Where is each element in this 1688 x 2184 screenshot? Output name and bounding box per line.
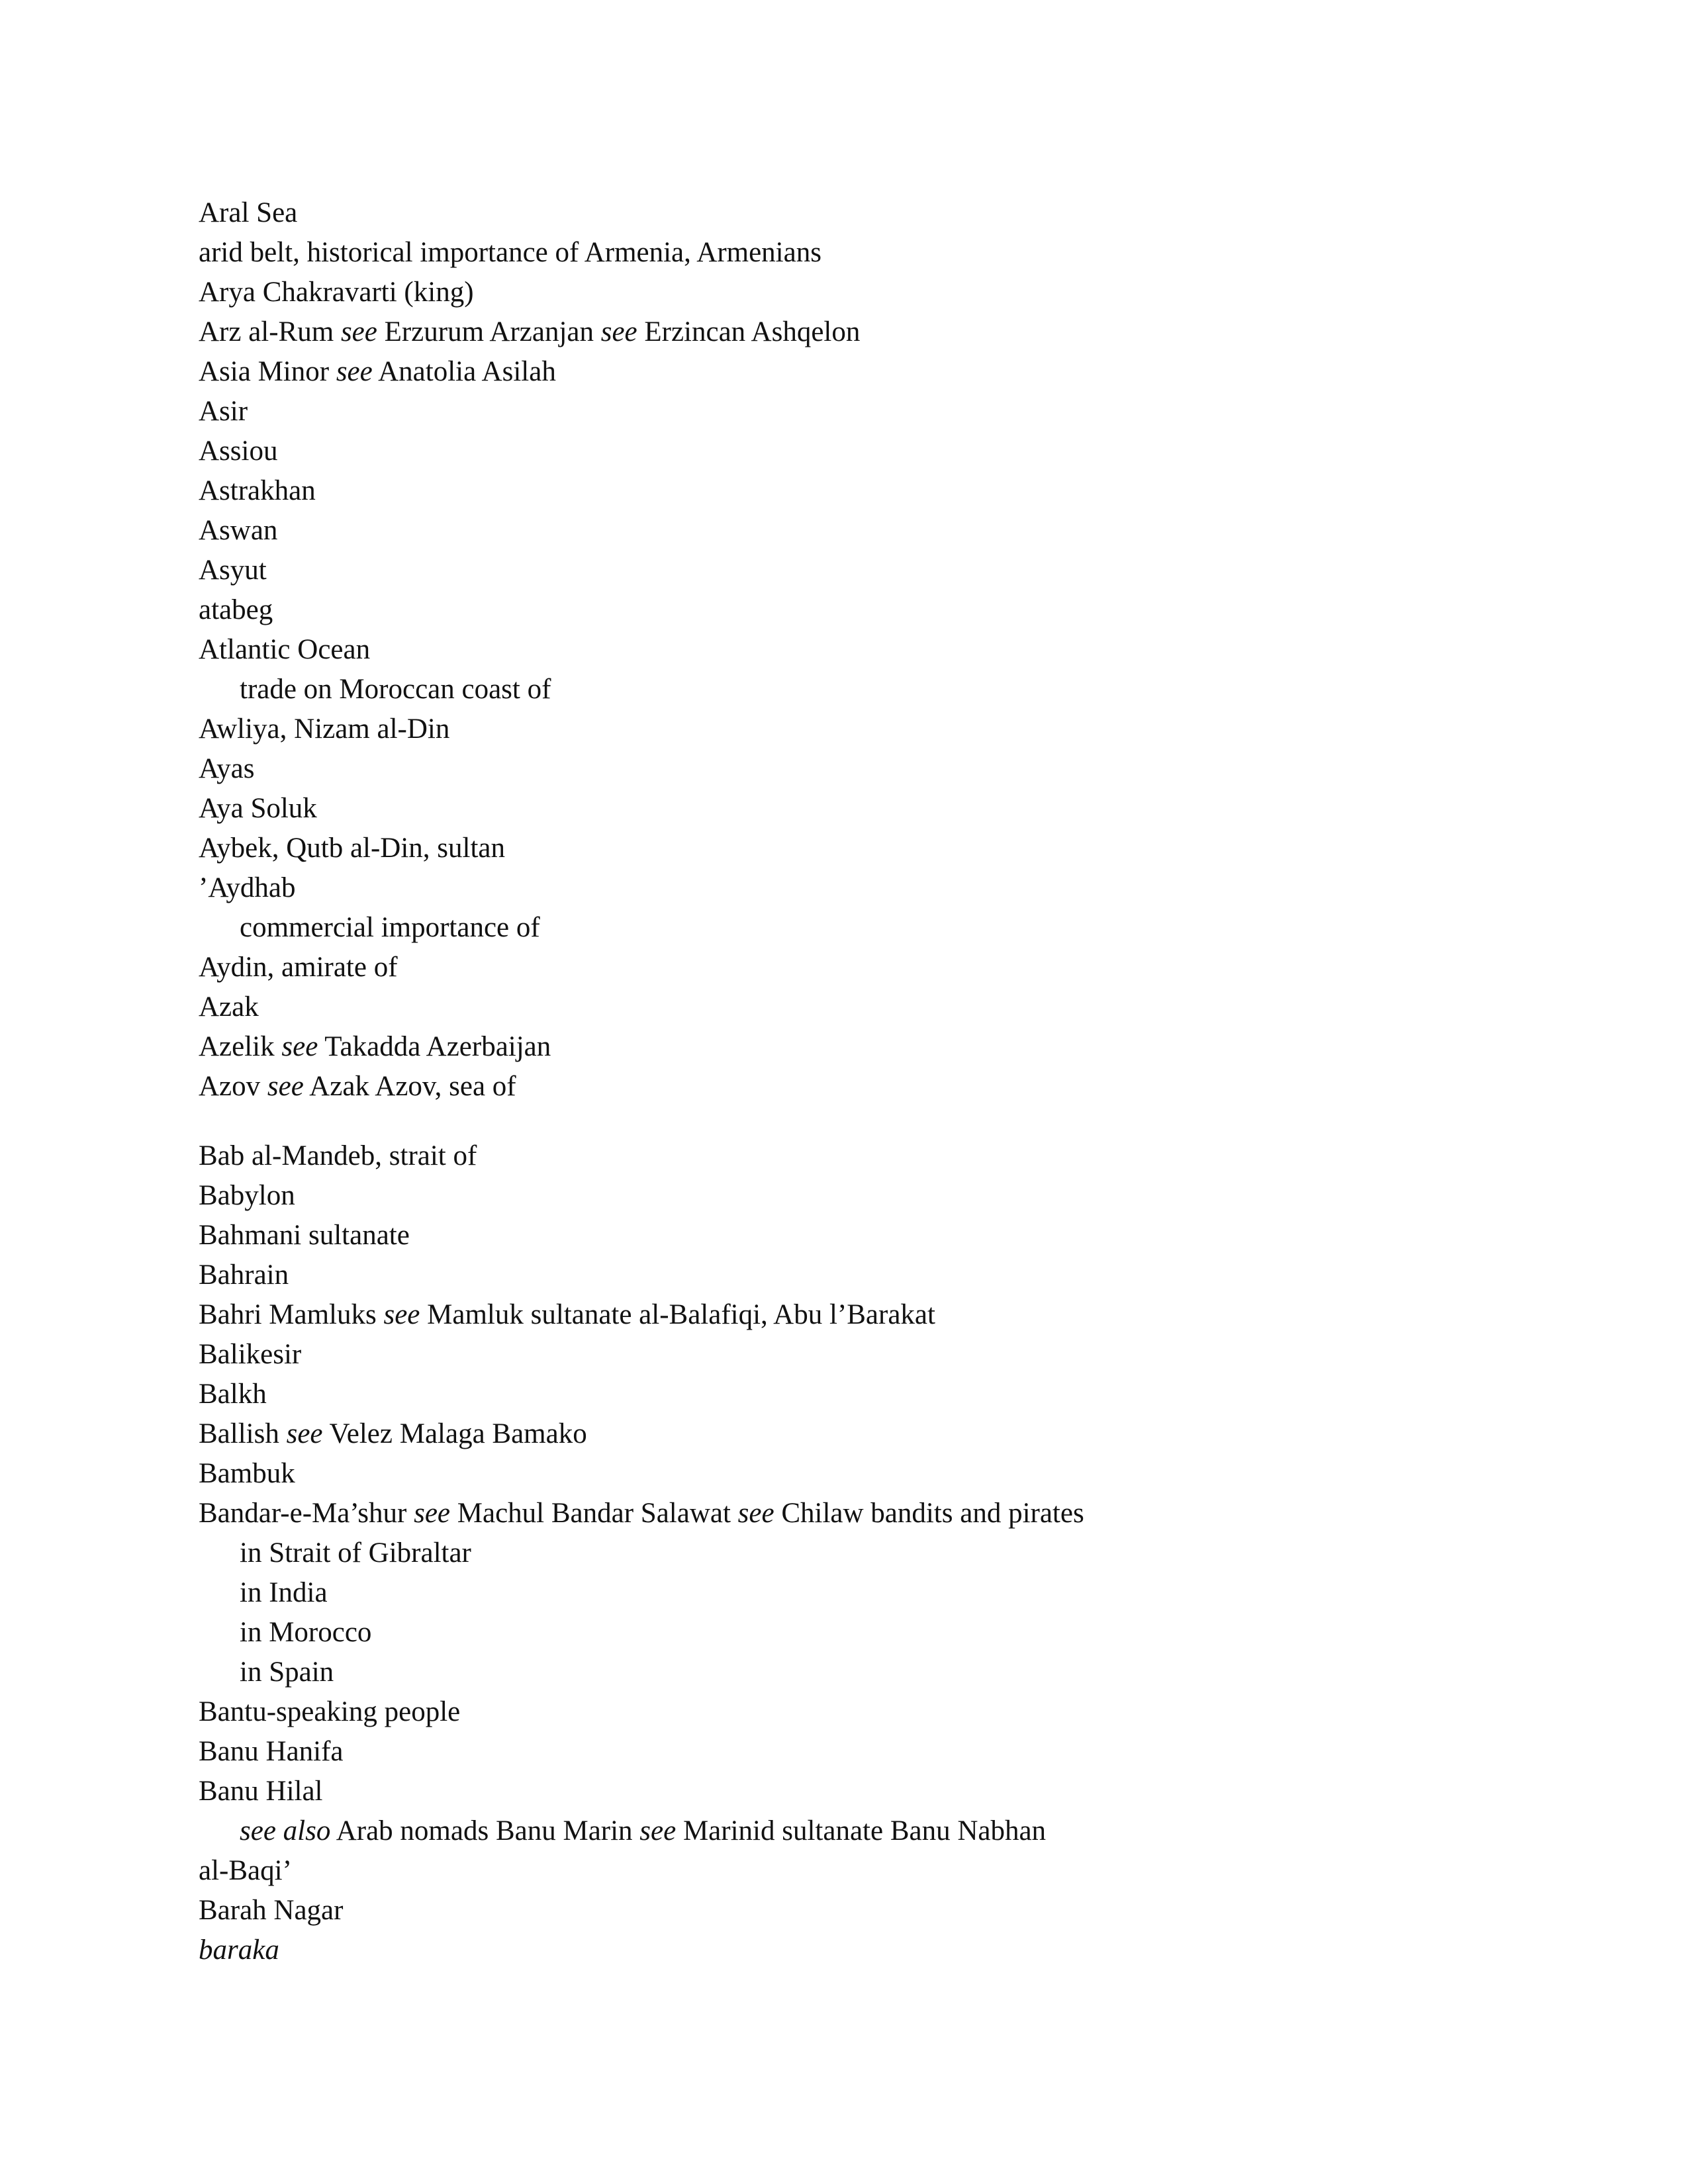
index-subentry bbox=[199, 1573, 1589, 1613]
index-entry bbox=[199, 1067, 1589, 1107]
index-subentry bbox=[199, 670, 1589, 709]
index-subentry bbox=[199, 1811, 1589, 1851]
entry-text: atabeg bbox=[199, 594, 273, 625]
entry-text: Bab al-Mandeb, strait of bbox=[199, 1140, 477, 1171]
entry-text: Aral Sea bbox=[199, 197, 298, 228]
entry-text: Erzurum Arzanjan bbox=[377, 316, 601, 347]
cross-reference-marker: see bbox=[336, 356, 373, 387]
entry-text: Assiou bbox=[199, 435, 278, 467]
index-entry bbox=[199, 709, 1589, 749]
index-entry bbox=[199, 1732, 1589, 1772]
entry-text: Asyut bbox=[199, 555, 267, 586]
entry-text: Aya Soluk bbox=[199, 793, 317, 824]
entry-text: Arz al-Rum bbox=[199, 316, 341, 347]
entry-text: Babylon bbox=[199, 1180, 295, 1211]
entry-text: Bahri Mamluks bbox=[199, 1299, 384, 1330]
index-entry bbox=[199, 432, 1589, 471]
index-entry bbox=[199, 233, 1589, 273]
entry-text: Azak Azov, sea of bbox=[303, 1071, 516, 1102]
cross-reference-marker: see bbox=[639, 1815, 677, 1846]
index-entry bbox=[199, 1255, 1589, 1295]
entry-text: Bandar-e-Ma’shur bbox=[199, 1498, 414, 1529]
entry-text: trade on Moroccan coast of bbox=[240, 674, 551, 705]
entry-text: ’Aydhab bbox=[199, 872, 296, 903]
index-entry bbox=[199, 590, 1589, 630]
entry-text: Ballish bbox=[199, 1418, 287, 1449]
entry-text: Balikesir bbox=[199, 1339, 302, 1370]
entry-text: Asir bbox=[199, 396, 248, 427]
index-entry bbox=[199, 1931, 1589, 1970]
index-entry bbox=[199, 1216, 1589, 1255]
entry-text: Machul Bandar Salawat bbox=[450, 1498, 738, 1529]
entry-text: Anatolia Asilah bbox=[372, 356, 556, 387]
index-entry bbox=[199, 1027, 1589, 1067]
index-entry bbox=[199, 829, 1589, 868]
cross-reference-marker: see bbox=[267, 1071, 304, 1102]
entry-text: in Morocco bbox=[240, 1617, 372, 1648]
cross-reference-marker: see also bbox=[240, 1815, 331, 1846]
entry-text: Velez Malaga Bamako bbox=[322, 1418, 587, 1449]
entry-text: Banu Hilal bbox=[199, 1776, 323, 1807]
entry-text: in India bbox=[240, 1577, 328, 1608]
cross-reference-marker: see bbox=[737, 1498, 774, 1529]
letter-group-divider bbox=[199, 1107, 1589, 1136]
index-entry bbox=[199, 1692, 1589, 1732]
italic-term: baraka bbox=[199, 1934, 279, 1966]
entry-text: Erzincan Ashqelon bbox=[637, 316, 861, 347]
index-entry bbox=[199, 1891, 1589, 1931]
entry-text: in Spain bbox=[240, 1657, 334, 1688]
index-entry bbox=[199, 511, 1589, 551]
index-subentry bbox=[199, 1613, 1589, 1653]
cross-reference-marker: see bbox=[286, 1418, 323, 1449]
entry-text: Mamluk sultanate al-Balafiqi, Abu l’Barakat bbox=[420, 1299, 935, 1330]
index-entry-list bbox=[199, 193, 1589, 1970]
index-subentry bbox=[199, 1533, 1589, 1573]
entry-text: al-Baqi’ bbox=[199, 1855, 292, 1886]
index-entry bbox=[199, 273, 1589, 312]
entry-text: Takadda Azerbaijan bbox=[318, 1031, 551, 1062]
index-entry bbox=[199, 352, 1589, 392]
index-entry bbox=[199, 1772, 1589, 1811]
entry-text: Chilaw bandits and pirates bbox=[774, 1498, 1084, 1529]
index-entry bbox=[199, 193, 1589, 233]
index-entry bbox=[199, 392, 1589, 432]
cross-reference-marker: see bbox=[281, 1031, 318, 1062]
entry-text: Aydin, amirate of bbox=[199, 952, 398, 983]
index-entry bbox=[199, 1176, 1589, 1216]
index-entry bbox=[199, 1136, 1589, 1176]
entry-text: Bahmani sultanate bbox=[199, 1220, 410, 1251]
index-entry bbox=[199, 987, 1589, 1027]
index-subentry bbox=[199, 908, 1589, 948]
index-entry bbox=[199, 1414, 1589, 1454]
entry-text: Arab nomads Banu Marin bbox=[330, 1815, 640, 1846]
entry-text: Azelik bbox=[199, 1031, 282, 1062]
index-entry bbox=[199, 948, 1589, 987]
index-entry bbox=[199, 789, 1589, 829]
cross-reference-marker: see bbox=[383, 1299, 420, 1330]
entry-text: Banu Hanifa bbox=[199, 1736, 344, 1767]
entry-text: Bantu-speaking people bbox=[199, 1696, 461, 1727]
entry-text: Azov bbox=[199, 1071, 267, 1102]
entry-text: Atlantic Ocean bbox=[199, 634, 371, 665]
index-entry bbox=[199, 630, 1589, 670]
index-entry bbox=[199, 312, 1589, 352]
index-entry bbox=[199, 1851, 1589, 1891]
entry-text: arid belt, historical importance of Armenia, Armenians bbox=[199, 237, 821, 268]
index-subentry bbox=[199, 1653, 1589, 1692]
entry-text: Awliya, Nizam al-Din bbox=[199, 713, 450, 745]
entry-text: in Strait of Gibraltar bbox=[240, 1537, 471, 1569]
index-entry bbox=[199, 1454, 1589, 1494]
index-entry bbox=[199, 1335, 1589, 1375]
index-entry bbox=[199, 749, 1589, 789]
entry-text: Astrakhan bbox=[199, 475, 316, 506]
index-entry bbox=[199, 868, 1589, 908]
entry-text: Marinid sultanate Banu Nabhan bbox=[676, 1815, 1047, 1846]
entry-text: Balkh bbox=[199, 1379, 267, 1410]
entry-text: Barah Nagar bbox=[199, 1895, 344, 1926]
cross-reference-marker: see bbox=[414, 1498, 451, 1529]
entry-text: commercial importance of bbox=[240, 912, 540, 943]
index-entry bbox=[199, 1375, 1589, 1414]
entry-text: Azak bbox=[199, 991, 259, 1023]
entry-text: Bambuk bbox=[199, 1458, 295, 1489]
index-entry bbox=[199, 1295, 1589, 1335]
entry-text: Arya Chakravarti (king) bbox=[199, 277, 474, 308]
index-entry bbox=[199, 551, 1589, 590]
index-entry bbox=[199, 471, 1589, 511]
entry-text: Bahrain bbox=[199, 1259, 289, 1291]
entry-text: Aswan bbox=[199, 515, 278, 546]
index-entry bbox=[199, 1494, 1589, 1533]
entry-text: Aybek, Qutb al-Din, sultan bbox=[199, 833, 506, 864]
cross-reference-marker: see bbox=[600, 316, 637, 347]
entry-text: Ayas bbox=[199, 753, 255, 784]
cross-reference-marker: see bbox=[340, 316, 377, 347]
entry-text: Asia Minor bbox=[199, 356, 336, 387]
